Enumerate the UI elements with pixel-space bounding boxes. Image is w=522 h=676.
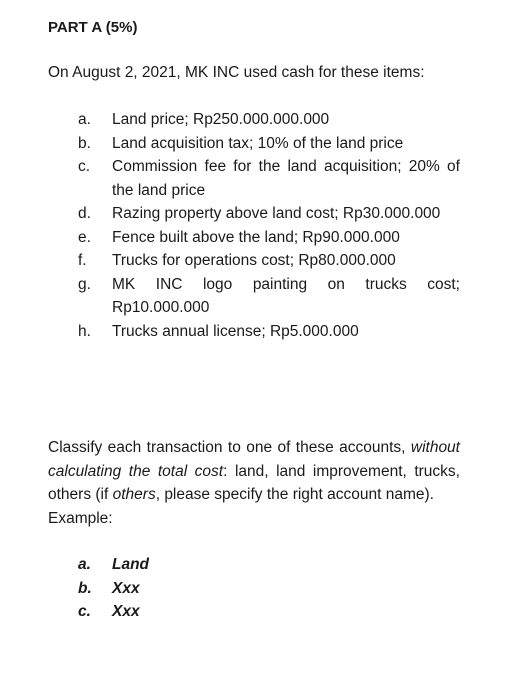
list-marker: c. — [78, 158, 91, 175]
list-item-h — [48, 320, 460, 344]
instruction-text: Classify each transaction to one of these accounts, — [48, 439, 411, 456]
instruction-emphasis: without calculating the total cost — [48, 439, 460, 480]
instruction-paragraph — [48, 436, 460, 530]
example-item-a — [48, 553, 460, 577]
list-item-b — [48, 132, 460, 156]
list-marker: a. — [78, 556, 91, 573]
list-item-f — [48, 249, 460, 273]
list-marker: e. — [78, 228, 91, 246]
section-title: PART A (5%) — [48, 19, 138, 36]
example-item-text: Land — [112, 556, 150, 573]
list-item-d — [48, 202, 460, 226]
list-item-text: Razing property above land cost; Rp30.000.000 — [112, 205, 441, 222]
list-item-text: Commission fee for the land acquisition; 20% of the land price — [112, 158, 460, 199]
list-marker: a. — [78, 111, 91, 128]
intro-paragraph: On August 2, 2021, MK INC used cash for these items: — [48, 64, 425, 81]
list-marker: f. — [78, 252, 87, 269]
list-item-g — [48, 273, 460, 320]
list-item-e — [48, 226, 460, 250]
instruction-emphasis: others — [112, 486, 156, 503]
list-item-text: Land acquisition tax; 10% of the land price — [112, 134, 404, 152]
example-item-text: Xxx — [112, 603, 140, 620]
instruction-text: , please specify the right account name). — [155, 486, 434, 503]
list-marker: b. — [78, 579, 92, 597]
list-marker: d. — [78, 205, 91, 222]
list-marker: h. — [78, 322, 91, 340]
example-item-text: Xxx — [112, 579, 140, 597]
example-item-b — [48, 577, 460, 601]
list-item-text: Trucks for operations cost; Rp80.000.000 — [112, 252, 396, 269]
cash-items-list — [48, 108, 460, 343]
list-marker: g. — [78, 275, 91, 293]
list-item-text: Trucks annual license; Rp5.000.000 — [112, 322, 359, 340]
list-item-c — [48, 155, 460, 202]
list-item-a — [48, 108, 460, 132]
list-item-text: Land price; Rp250.000.000.000 — [112, 111, 330, 128]
instruction-text: : land, land improvement, trucks, others (if — [48, 462, 460, 503]
list-item-text: MK INC logo painting on trucks cost; Rp10.000.000 — [112, 275, 460, 316]
examples-list — [48, 553, 460, 624]
example-label: Example: — [48, 509, 113, 527]
list-item-text: Fence built above the land; Rp90.000.000 — [112, 228, 400, 246]
example-item-c — [48, 600, 460, 624]
list-marker: c. — [78, 603, 91, 620]
list-marker: b. — [78, 134, 91, 152]
